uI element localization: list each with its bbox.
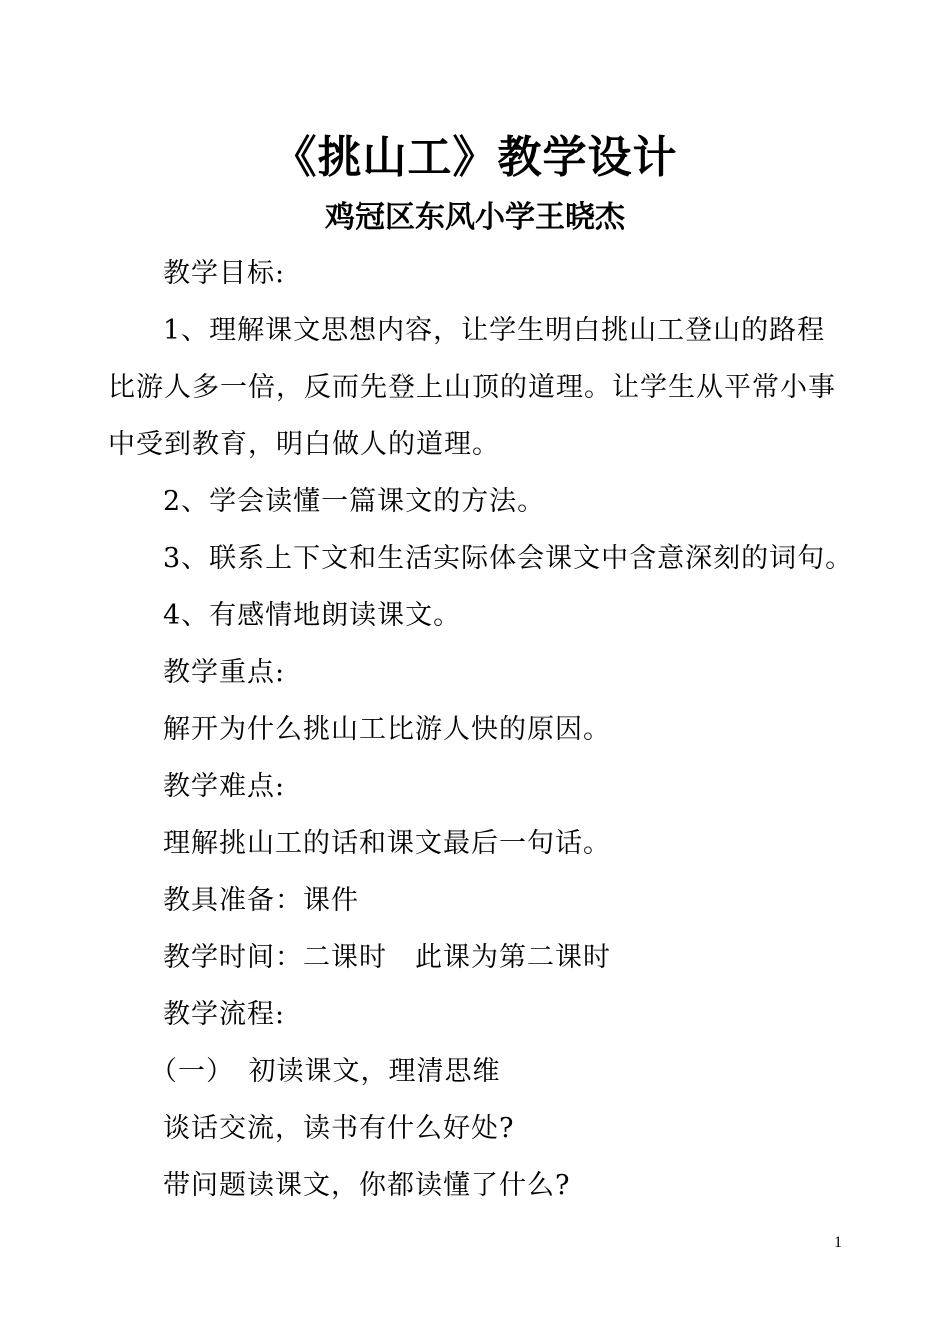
- paragraph-line: 解开为什么挑山工比游人快的原因。: [163, 714, 611, 745]
- paragraph-line: 教具准备：课件: [163, 885, 359, 916]
- section-heading-process: 教学流程:: [163, 999, 286, 1030]
- paragraph-line: 带问题读课文，你都读懂了什么?: [163, 1170, 571, 1201]
- paragraph-line: 4、有感情地朗读课文。: [163, 600, 462, 631]
- paragraph-line: 2、学会读懂一篇课文的方法。: [163, 486, 546, 517]
- document-author: 鸡冠区东风小学王晓杰: [325, 200, 625, 235]
- paragraph-line: 谈话交流，读书有什么好处?: [163, 1113, 515, 1144]
- section-heading-difficulties: 教学难点:: [163, 771, 286, 802]
- paragraph-line: 教学时间：二课时 此课为第二课时: [163, 942, 611, 973]
- section-heading-key-points: 教学重点:: [163, 657, 286, 688]
- paragraph-line: 1、理解课文思想内容，让学生明白挑山工登山的路程: [163, 315, 826, 346]
- paragraph-line: 比游人多一倍，反而先登上山顶的道理。让学生从平常小事: [108, 372, 836, 403]
- subsection-heading: （一） 初读课文，理清思维: [150, 1056, 501, 1087]
- section-heading-objectives: 教学目标:: [163, 258, 286, 289]
- paragraph-line: 3、联系上下文和生活实际体会课文中含意深刻的词句。: [163, 543, 854, 574]
- paragraph-line: 理解挑山工的话和课文最后一句话。: [163, 828, 611, 859]
- document-title: 《挑山工》教学设计: [272, 132, 678, 183]
- paragraph-line: 中受到教育，明白做人的道理。: [108, 429, 500, 460]
- page-number: 1: [834, 1234, 842, 1251]
